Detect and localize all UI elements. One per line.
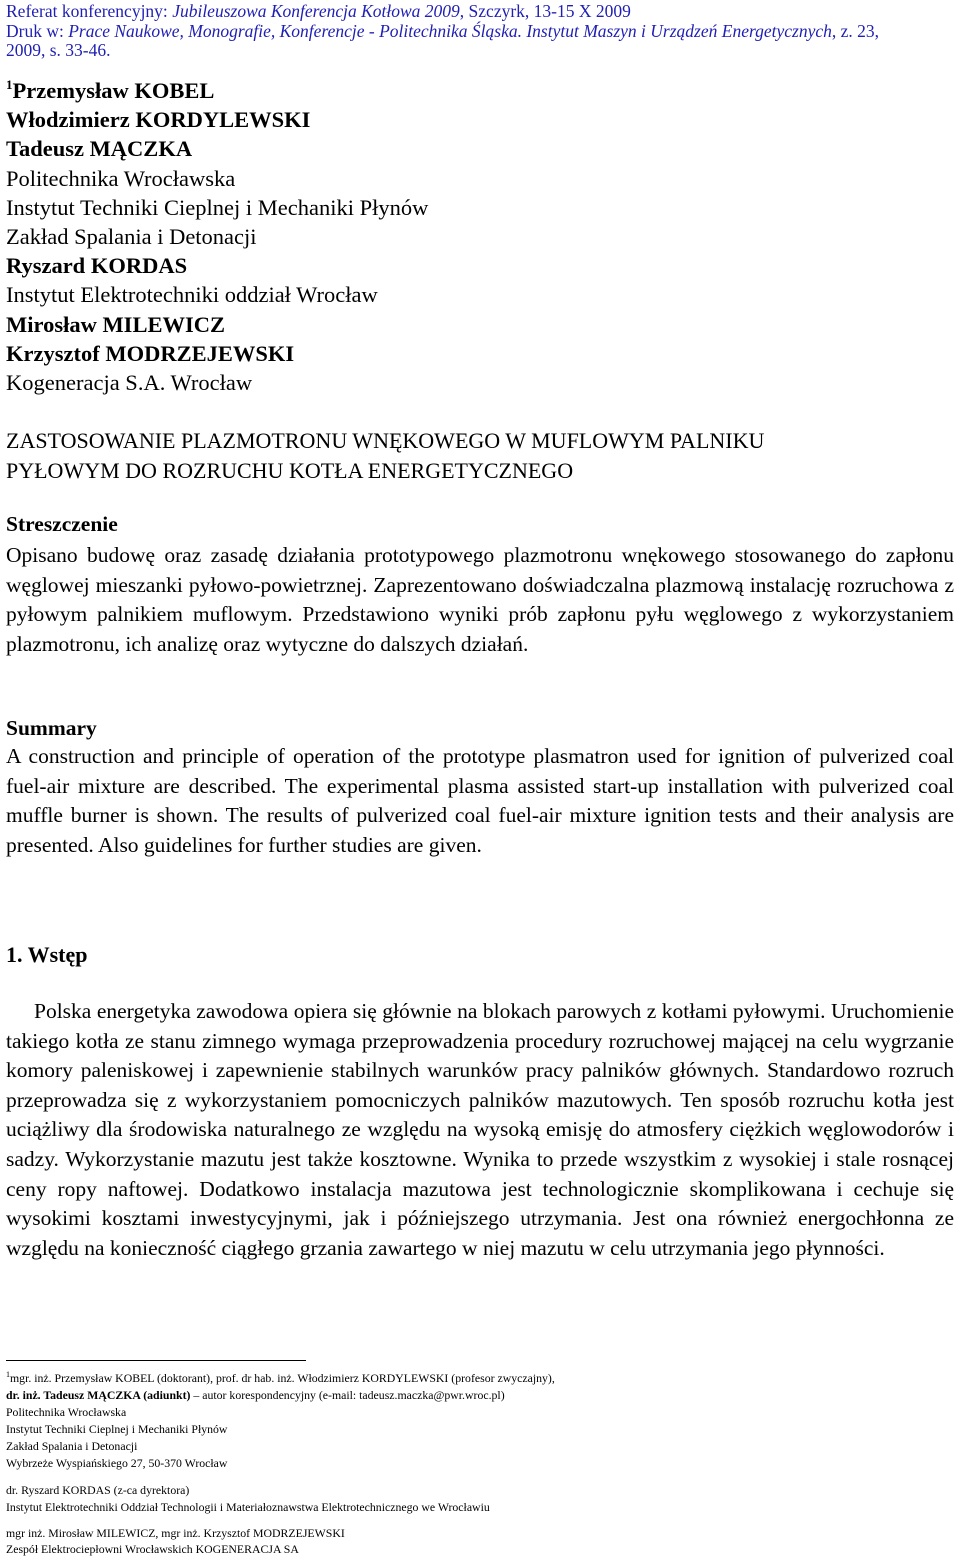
author-4: Ryszard KORDAS: [6, 253, 188, 279]
conference-name: Jubileuszowa Konferencja Kotłowa 2009: [172, 1, 460, 21]
footnote-line-3: Politechnika Wrocławska: [6, 1405, 127, 1419]
footnote-mark: 1: [6, 77, 13, 92]
footnote-divider: [6, 1360, 306, 1361]
citation-line-1: [6, 2, 951, 22]
author-1: [6, 76, 428, 105]
corresponding-author: dr. inż. Tadeusz MĄCZKA (adiunkt): [6, 1388, 191, 1402]
affiliation-company: Kogeneracja S.A. Wrocław: [6, 370, 253, 396]
print-prefix: Druk w:: [6, 20, 69, 41]
citation-prefix: Referat konferencyjny:: [6, 1, 173, 21]
abstract-pl-heading: Streszczenie: [6, 512, 118, 536]
section-intro-text: Polska energetyka zawodowa opiera się głównie na blokach parowych z kotłami pyłowymi. Uruchomienie takiego kotła ze stanu zimnego wymaga przeprowadzenia procedury rozruchowej mającej na celu wygrzanie komory paleniskowej i zapewnienie stabilnych warunków pracy palników głównych. Standardowo rozruch przeprowadza się z wykorzystaniem pomocniczych palników mazutowych. Ten sposób rozruchu kotła jest uciążliwy dla środowiska naturalnego ze względu na wysoką emisję do atmosfery ciężkich węglowodorów i sadzy. Wykorzystanie mazutu jest także kosztowne. Wynika to przede wszystkim z wysokiej i stale rosnącej ceny ropy naftowej. Dodatkowo instalacja mazutowa jest technologicznie skomplikowana i cechuje się wysokimi kosztami inwestycyjnymi, jak i późniejszego utrzymania. Jest ona również energochłonna ze względu na konieczność ciągłego grzania zawartego w niej mazutu w celu utrzymania jego płynności.: [6, 999, 954, 1260]
paper-title-line-1: ZASTOSOWANIE PLAZMOTRONU WNĘKOWEGO W MUFLOWYM PALNIKU: [6, 428, 765, 453]
footnote-line-8: Instytut Elektrotechniki Oddział Technologii i Materiałoznawstwa Elektrotechnicznego we Wrocławiu: [6, 1500, 490, 1514]
abstract-pl-text: Opisano budowę oraz zasadę działania prototypowego plazmotronu wnękowego stosowanego do zapłonu węglowej mieszanki pyłowo-powietrznej. Zaprezentowano doświadczalna plazmową instalację rozruchowa z pyłowym palnikiem muflowym. Przedstawiono wyniki prób zapłonu pyłu węglowego z wykorzystaniem plazmotronu, ich analizę oraz wytyczne do dalszych działań.: [6, 543, 954, 656]
footnote-line-6: Wybrzeże Wyspiańskiego 27, 50-370 Wrocław: [6, 1456, 228, 1470]
abstract-en-heading: Summary: [6, 716, 97, 740]
footnote-line-9: mgr inż. Mirosław MILEWICZ, mgr inż. Krzysztof MODRZEJEWSKI: [6, 1526, 345, 1540]
footnote-line-4: Instytut Techniki Cieplnej i Mechaniki Płynów: [6, 1422, 228, 1436]
author-3: Tadeusz MĄCZKA: [6, 136, 193, 162]
abstract-en-text: A construction and principle of operation of the prototype plasmatron used for ignition of pulverized coal fuel-air mixture are described. The experimental plasma assisted start-up installation with pulverized coal muffle burner is shown. The results of pulverized coal fuel-air mixture ignition tests and their analysis are presented. Also guidelines for further studies are given.: [6, 744, 954, 857]
publication-name: Prace Naukowe, Monografie, Konferencje - Politechnika Śląska. Instytut Maszyn i Urządzeń Energetycznych: [68, 20, 832, 41]
citation-header: [6, 2, 951, 61]
affiliation-institute: Instytut Techniki Cieplnej i Mechaniki Płynów: [6, 194, 429, 220]
author-5: Mirosław MILEWICZ: [6, 311, 225, 337]
footnote-line-5: Zakład Spalania i Detonacji: [6, 1439, 138, 1453]
conference-details: , Szczyrk, 13-15 X 2009: [459, 1, 631, 21]
affiliation-university: Politechnika Wrocławska: [6, 165, 236, 191]
affiliation-department: Zakład Spalania i Detonacji: [6, 224, 257, 250]
footnote-line-10: Zespół Elektrociepłowni Wrocławskich KOGENERACJA SA: [6, 1542, 299, 1556]
footnote-line-2: [6, 1387, 954, 1405]
author-6: Krzysztof MODRZEJEWSKI: [6, 340, 295, 366]
section-heading-intro: 1. Wstęp: [6, 942, 88, 967]
citation-line-3: 2009, s. 33-46.: [6, 40, 111, 61]
citation-line-2: [6, 22, 951, 42]
affiliation-electrotechnics: Instytut Elektrotechniki oddział Wrocław: [6, 282, 378, 308]
paper-title: [6, 426, 954, 486]
footnote-line-1: [6, 1370, 954, 1388]
corresponding-author-email: – autor korespondencyjny (e-mail: tadeusz.maczka@pwr.wroc.pl): [190, 1388, 505, 1402]
author-block: [6, 76, 428, 397]
footnote-text: mgr. inż. Przemysław KOBEL (doktorant), prof. dr hab. inż. Włodzimierz KORDYLEWSKI (profesor zwyczajny),: [10, 1371, 555, 1385]
publication-issue: , z. 23,: [831, 20, 880, 41]
footnote-line-7: dr. Ryszard KORDAS (z-ca dyrektora): [6, 1483, 190, 1497]
footnote-mark: 1: [6, 1370, 10, 1379]
author-2: Włodzimierz KORDYLEWSKI: [6, 107, 311, 133]
author-name: Przemysław KOBEL: [12, 78, 215, 103]
paper-title-line-2: PYŁOWYM DO ROZRUCHU KOTŁA ENERGETYCZNEGO: [6, 458, 574, 483]
